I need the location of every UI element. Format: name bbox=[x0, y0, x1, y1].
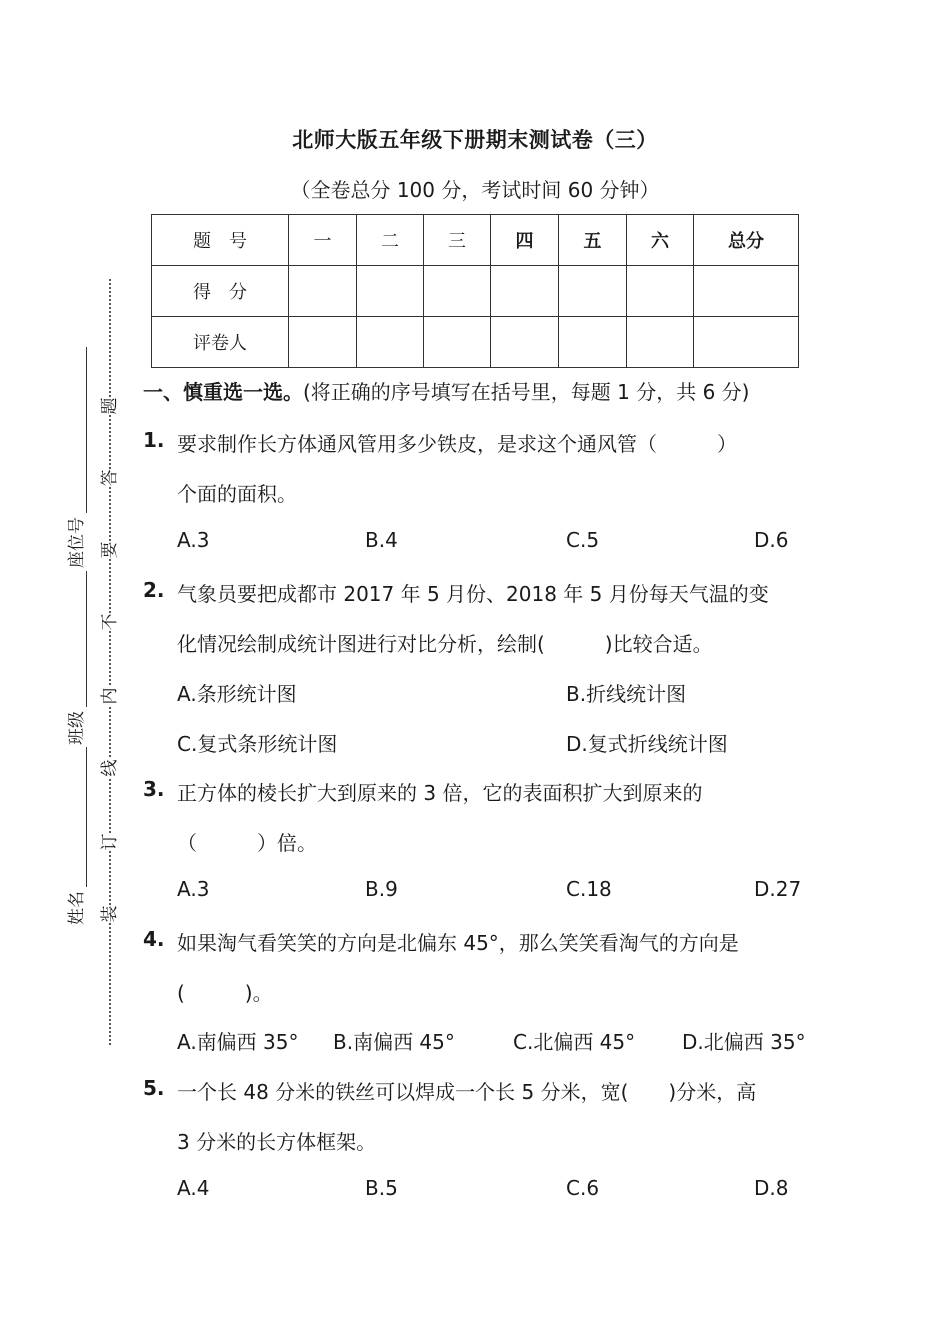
table-cell bbox=[357, 317, 424, 368]
option-c[interactable]: C.18 bbox=[566, 877, 612, 901]
option-d[interactable]: D.北偏西 35° bbox=[682, 1030, 806, 1054]
table-cell bbox=[357, 266, 424, 317]
binding-dotted-line bbox=[109, 279, 111, 1045]
table-cell bbox=[289, 266, 357, 317]
option-a[interactable]: A.条形统计图 bbox=[177, 682, 297, 706]
option-a[interactable]: A.4 bbox=[177, 1176, 210, 1200]
question-text-continued: 个面的面积。 bbox=[177, 482, 297, 506]
binding-char: 内 bbox=[100, 687, 120, 705]
table-cell bbox=[424, 317, 491, 368]
option-b[interactable]: B.折线统计图 bbox=[566, 682, 687, 706]
table-cell bbox=[424, 266, 491, 317]
option-d[interactable]: D.27 bbox=[754, 877, 802, 901]
question-text-continued: 3 分米的长方体框架。 bbox=[177, 1130, 377, 1154]
question-text-continued: ( )。 bbox=[177, 981, 273, 1005]
section-note: (将正确的序号填写在括号里，每题 1 分，共 6 分) bbox=[303, 380, 750, 404]
table-cell bbox=[694, 317, 799, 368]
option-d[interactable]: D.复式折线统计图 bbox=[566, 732, 728, 756]
class-field[interactable] bbox=[62, 571, 87, 745]
name-field[interactable] bbox=[62, 747, 87, 925]
table-cell bbox=[559, 317, 627, 368]
question-text: 要求制作长方体通风管用多少铁皮，是求这个通风管（ ） bbox=[177, 432, 737, 456]
score-table-row bbox=[152, 317, 799, 368]
question-number: 5. bbox=[143, 1076, 165, 1100]
option-c[interactable]: C.6 bbox=[566, 1176, 600, 1200]
section-heading bbox=[143, 376, 749, 405]
binding-char: 要 bbox=[100, 541, 120, 559]
name-line[interactable] bbox=[85, 747, 87, 887]
option-b[interactable]: B.南偏西 45° bbox=[333, 1030, 455, 1054]
question-number: 2. bbox=[143, 578, 165, 602]
score-table-header-row bbox=[152, 215, 799, 266]
table-cell bbox=[559, 266, 627, 317]
question-text-continued: （ ）倍。 bbox=[177, 831, 317, 855]
table-cell: 四 bbox=[491, 215, 559, 266]
table-cell: 六 bbox=[627, 215, 694, 266]
question-text: 气象员要把成都市 2017 年 5 月份、2018 年 5 月份每天气温的变 bbox=[177, 582, 769, 606]
score-table-row bbox=[152, 266, 799, 317]
binding-char: 订 bbox=[100, 833, 120, 851]
binding-char: 装 bbox=[100, 905, 120, 923]
table-cell: 得 分 bbox=[152, 266, 289, 317]
question-text: 正方体的棱长扩大到原来的 3 倍，它的表面积扩大到原来的 bbox=[177, 781, 703, 805]
option-a[interactable]: A.3 bbox=[177, 528, 210, 552]
exam-subtitle: （全卷总分 100 分，考试时间 60 分钟） bbox=[290, 178, 660, 202]
question-text: 一个长 48 分米的铁丝可以焊成一个长 5 分米，宽( )分米，高 bbox=[177, 1080, 757, 1104]
table-cell: 一 bbox=[289, 215, 357, 266]
binding-char: 不 bbox=[100, 613, 120, 631]
class-label: 班级 bbox=[67, 711, 87, 745]
question-number: 4. bbox=[143, 927, 165, 951]
question-text-continued: 化情况绘制成统计图进行对比分析，绘制( )比较合适。 bbox=[177, 632, 713, 656]
score-table bbox=[151, 214, 799, 368]
table-cell bbox=[289, 317, 357, 368]
table-cell bbox=[491, 317, 559, 368]
question-number: 3. bbox=[143, 777, 165, 801]
seat-number-field[interactable] bbox=[62, 347, 87, 568]
name-label: 姓名 bbox=[67, 891, 87, 925]
option-c[interactable]: C.北偏西 45° bbox=[513, 1030, 636, 1054]
table-cell: 三 bbox=[424, 215, 491, 266]
binding-char: 答 bbox=[100, 469, 120, 487]
table-cell bbox=[627, 317, 694, 368]
option-a[interactable]: A.南偏西 35° bbox=[177, 1030, 299, 1054]
table-cell: 题 号 bbox=[152, 215, 289, 266]
seat-number-label: 座位号 bbox=[67, 517, 87, 568]
option-a[interactable]: A.3 bbox=[177, 877, 210, 901]
option-b[interactable]: B.9 bbox=[365, 877, 398, 901]
binding-char: 题 bbox=[100, 397, 120, 415]
question-text: 如果淘气看笑笑的方向是北偏东 45°，那么笑笑看淘气的方向是 bbox=[177, 931, 739, 955]
table-cell bbox=[694, 266, 799, 317]
option-d[interactable]: D.6 bbox=[754, 528, 789, 552]
option-c[interactable]: C.复式条形统计图 bbox=[177, 732, 338, 756]
option-d[interactable]: D.8 bbox=[754, 1176, 789, 1200]
option-b[interactable]: B.5 bbox=[365, 1176, 398, 1200]
class-line[interactable] bbox=[85, 571, 87, 707]
binding-char: 线 bbox=[100, 759, 120, 777]
option-c[interactable]: C.5 bbox=[566, 528, 600, 552]
table-cell bbox=[627, 266, 694, 317]
table-cell: 总分 bbox=[694, 215, 799, 266]
section-title: 一、慎重选一选。 bbox=[143, 380, 303, 404]
option-b[interactable]: B.4 bbox=[365, 528, 398, 552]
exam-title: 北师大版五年级下册期末测试卷（三） bbox=[292, 128, 658, 152]
table-cell bbox=[491, 266, 559, 317]
table-cell: 二 bbox=[357, 215, 424, 266]
table-cell: 五 bbox=[559, 215, 627, 266]
table-cell: 评卷人 bbox=[152, 317, 289, 368]
question-number: 1. bbox=[143, 428, 165, 452]
seat-number-line[interactable] bbox=[85, 347, 87, 513]
